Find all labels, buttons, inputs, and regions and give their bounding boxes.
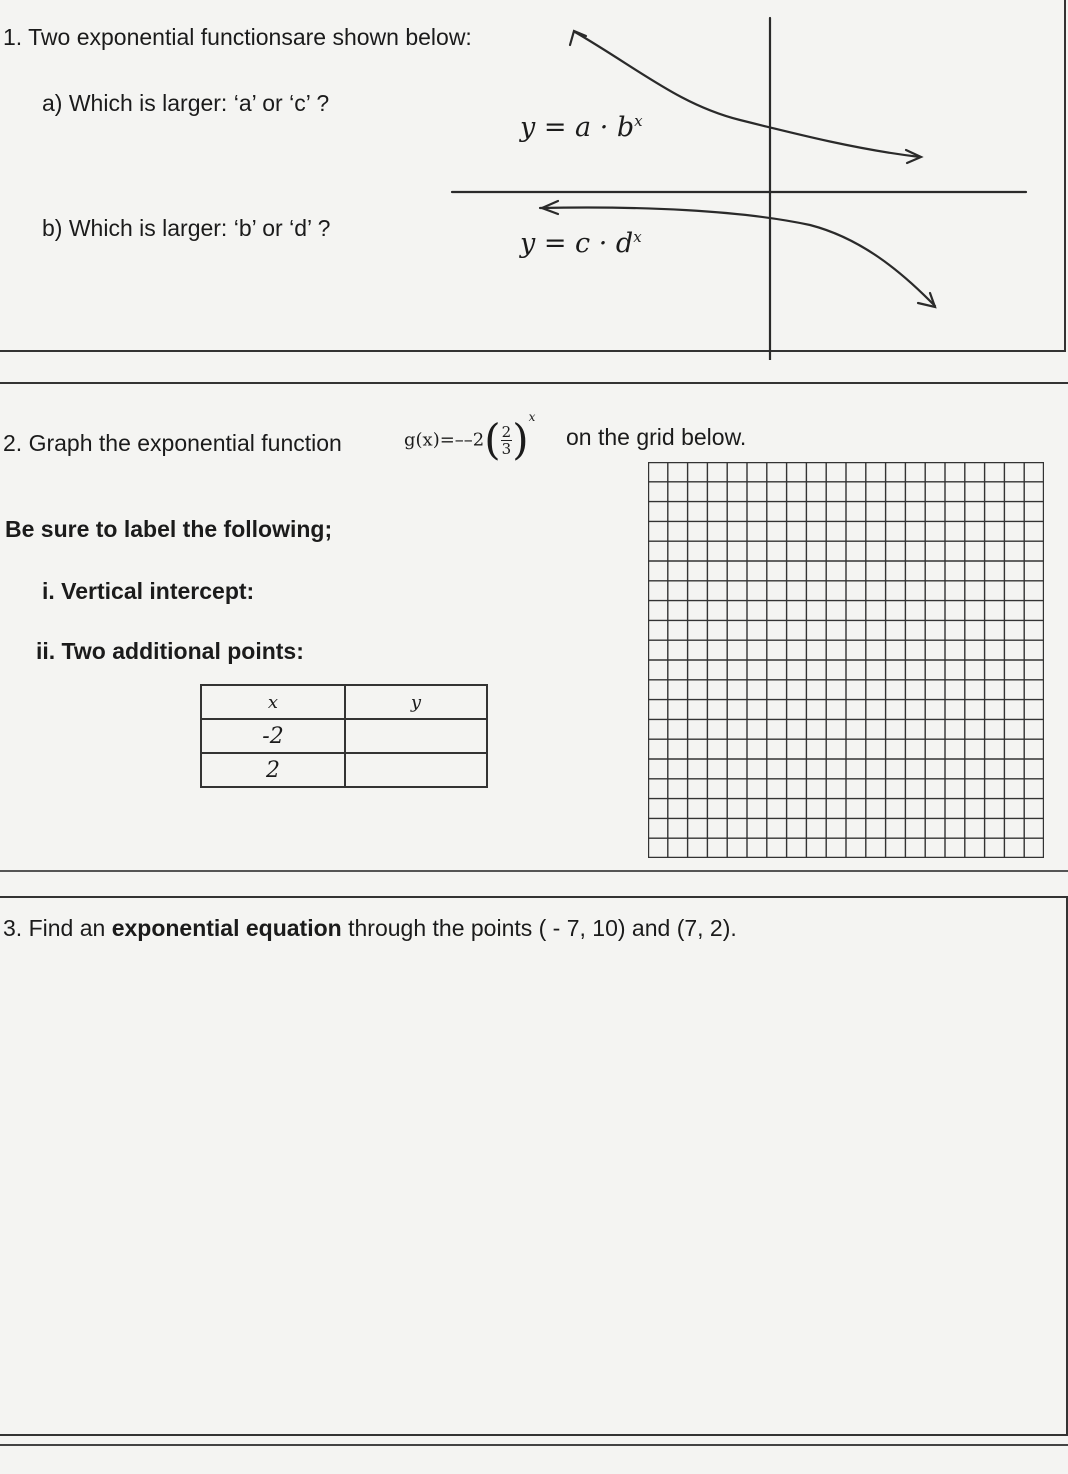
table-header-y: y bbox=[345, 685, 487, 719]
q1-part-b: b) Which is larger: ‘b’ or ‘d’ ? bbox=[42, 215, 331, 241]
q2-prefix: 2. Graph the exponential function bbox=[3, 430, 342, 456]
q3-box[interactable] bbox=[0, 896, 1068, 1436]
q2-func-exp: x bbox=[528, 410, 536, 424]
q1-eq-top-exp: x bbox=[634, 112, 643, 130]
q1-eq-bottom-exp: x bbox=[633, 228, 642, 246]
q2-label-intro: Be sure to label the following; bbox=[5, 516, 333, 542]
q1-title: 1. Two exponential functionsare shown below: bbox=[3, 24, 472, 50]
table-cell-x: 2 bbox=[201, 753, 345, 787]
q2-fraction bbox=[501, 424, 513, 457]
q3-prefix: 3. Find an bbox=[3, 915, 106, 941]
q1-eq-bottom-text: y = c · d bbox=[520, 228, 634, 259]
table-row bbox=[201, 719, 487, 753]
q3-bold: exponential equation bbox=[111, 915, 342, 941]
q2-frac-den: 3 bbox=[501, 439, 512, 458]
table-header-x: x bbox=[201, 685, 345, 719]
q2-paren-left: ( bbox=[484, 415, 501, 464]
q2-func-lhs: g(x)=––2 bbox=[404, 429, 485, 451]
table-cell-y[interactable] bbox=[345, 719, 487, 753]
q2-item-i: i. Vertical intercept: bbox=[42, 578, 255, 604]
q3-prompt bbox=[3, 915, 737, 942]
q2-frac-num: 2 bbox=[501, 422, 512, 441]
q2-table bbox=[200, 684, 488, 788]
q1-eq-top-text: y = a · b bbox=[520, 112, 635, 143]
q2-suffix: on the grid below. bbox=[566, 424, 747, 450]
q2-function bbox=[404, 410, 536, 464]
q1-part-a: a) Which is larger: ‘a’ or ‘c’ ? bbox=[42, 90, 330, 116]
table-cell-y[interactable] bbox=[345, 753, 487, 787]
q2-item-ii: ii. Two additional points: bbox=[36, 638, 304, 664]
q1-graph bbox=[440, 10, 1040, 360]
q2-graph-grid[interactable] bbox=[648, 462, 1044, 858]
q2-bottom-rule bbox=[0, 870, 1068, 872]
q3-suffix: through the points ( - 7, 10) and (7, 2). bbox=[348, 915, 737, 941]
q1-eq-bottom bbox=[520, 228, 642, 259]
q2-top-rule bbox=[0, 382, 1068, 384]
table-row bbox=[201, 753, 487, 787]
table-cell-x: -2 bbox=[201, 719, 345, 753]
page-bottom-rule bbox=[0, 1444, 1068, 1446]
q1-eq-top bbox=[520, 112, 643, 143]
q2-paren-right: ) bbox=[512, 415, 529, 464]
table-row bbox=[201, 685, 487, 719]
